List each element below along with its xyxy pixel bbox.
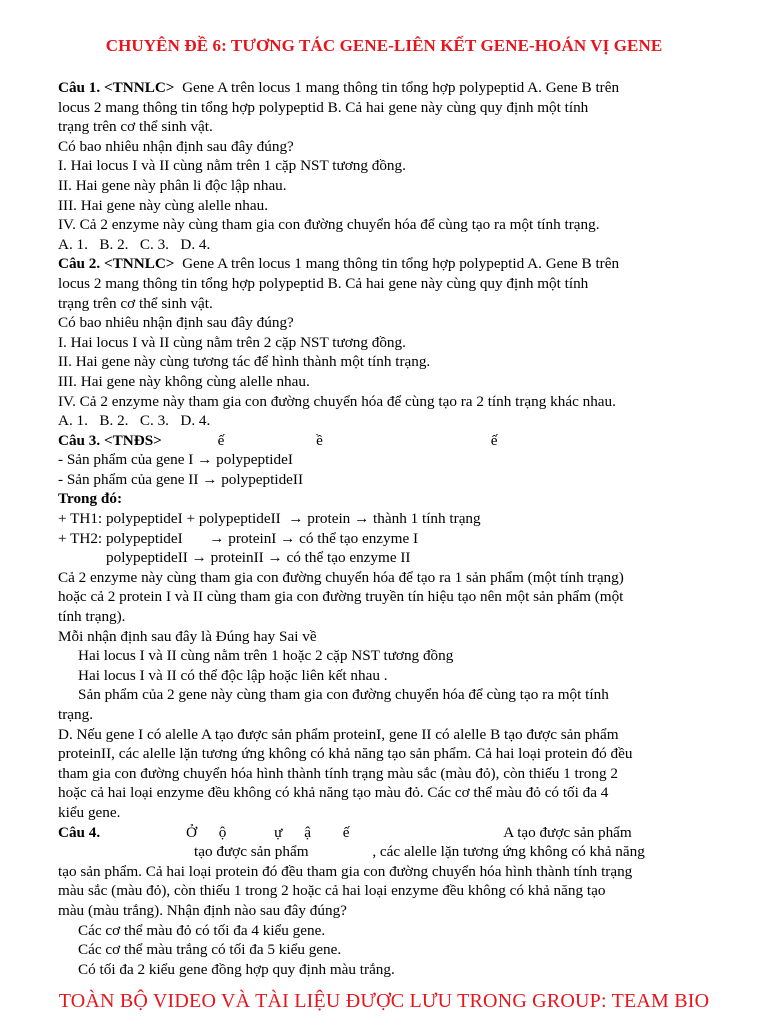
question-3-conclusion-2: hoặc cả 2 protein I và II cùng tham gia con đường truyền tín hiệu tạo nên một sản phẩm (một <box>58 588 624 606</box>
question-1-statement-2: II. Hai gene này phân li độc lập nhau. <box>58 176 287 194</box>
question-1-label: Câu 1. <TNNLC> <box>58 79 175 96</box>
question-2-line-1 <box>58 254 738 274</box>
question-2-statement-2: II. Hai gene này cùng tương tác để hình thành một tính trạng. <box>58 353 431 371</box>
question-3-statement-d-1: D. Nếu gene I có alelle A tạo được sản phẩm proteinI, gene II có alelle B tạo được sản phẩm <box>58 725 619 743</box>
question-1-prompt: Có bao nhiêu nhận định sau đây đúng? <box>58 137 294 155</box>
question-4-fragment-4: ậ <box>304 823 311 841</box>
question-2-text: Gene A trên locus 1 mang thông tin tổng hợp polypeptid A. Gene B trên <box>182 255 620 273</box>
question-4-fragment-5: ế <box>342 823 350 841</box>
question-4-line-2 <box>58 842 738 862</box>
question-2-prompt: Có bao nhiêu nhận định sau đây đúng? <box>58 314 294 332</box>
question-2-answers: A. 1. B. 2. C. 3. D. 4. <box>58 412 211 430</box>
question-1-line-2: locus 2 mang thông tin tổng hợp polypeptid B. Cả hai gene này cùng quy định một tính <box>58 98 589 116</box>
question-3-label: Câu 3. <TNĐS> <box>58 431 162 449</box>
question-3-case-2-cont: polypeptideII → proteinII → có thể tạo enzyme II <box>106 549 411 567</box>
question-2-label: Câu 2. <TNNLC> <box>58 255 175 273</box>
question-3-statement-b: Hai locus I và II có thể độc lập hoặc liên kết nhau . <box>78 666 388 684</box>
question-2-statement-1: I. Hai locus I và II cùng nằm trên 2 cặp NST tương đồng. <box>58 333 406 351</box>
question-1-text: Gene A trên locus 1 mang thông tin tổng hợp polypeptid A. Gene B trên <box>182 79 620 96</box>
question-2-line-3: trạng trên cơ thể sinh vật. <box>58 294 213 312</box>
question-3-fragment-3: ế <box>490 431 498 449</box>
question-1-line-3: trạng trên cơ thể sinh vật. <box>58 118 213 136</box>
question-4-option-2: Các cơ thể màu trắng có tối đa 5 kiểu gene. <box>78 941 342 959</box>
question-3-fragment-1: ế <box>217 431 225 449</box>
question-3-case-1: + TH1: polypeptideI + polypeptideII → protein → thành 1 tính trạng <box>58 510 481 528</box>
question-1-statement-4: IV. Cả 2 enzyme này cùng tham gia con đường chuyển hóa để cùng tạo ra một tính trạng. <box>58 216 600 234</box>
question-1-statement-1: I. Hai locus I và II cùng nằm trên 1 cặp NST tương đồng. <box>58 157 406 175</box>
question-3-fragment-2: ề <box>316 431 323 449</box>
question-3-conclusion-3: tính trạng). <box>58 608 126 626</box>
question-3-conclusion-1: Cả 2 enzyme này cùng tham gia con đường chuyển hóa để tạo ra 1 sản phẩm (một tính trạng) <box>58 568 624 586</box>
question-4-fragment-1: Ở <box>186 823 197 841</box>
document-body <box>58 78 738 979</box>
question-3-product-1: - Sản phẩm của gene I → polypeptideI <box>58 451 293 469</box>
question-4-option-3: Có tối đa 2 kiểu gene đồng hợp quy định màu trắng. <box>78 960 395 978</box>
question-3-statement-d-3: tham gia con đường chuyển hóa hình thành tính trạng màu sắc (màu đỏ), còn thiếu 1 trong 2 <box>58 764 618 782</box>
question-2-line-2: locus 2 mang thông tin tổng hợp polypeptid B. Cả hai gene này cùng quy định một tính <box>58 274 589 292</box>
question-1-answers: A. 1. B. 2. C. 3. D. 4. <box>58 235 211 253</box>
question-4-line-1 <box>58 823 738 843</box>
question-4-fragment-6: A tạo được sản phẩm <box>503 823 632 841</box>
question-3-product-2: - Sản phẩm của gene II → polypeptideII <box>58 470 304 488</box>
document-title: CHUYÊN ĐỀ 6: TƯƠNG TÁC GENE-LIÊN KẾT GENE-HOÁN VỊ GENE <box>105 36 663 55</box>
question-3-case-2: + TH2: polypeptideI → proteinI → có thể tạo enzyme I <box>58 529 419 547</box>
question-4-line-4: màu sắc (màu đỏ), còn thiếu 1 trong 2 hoặc cả hai loại enzyme đều không có khả năng tạo <box>58 882 606 900</box>
question-4-line-2-a: tạo được sản phẩm <box>194 843 309 861</box>
question-3-statement-d-4: hoặc cả hai loại enzyme đều không có khả năng tạo màu đỏ. Các cơ thể màu đỏ có tối đa 4 <box>58 784 609 802</box>
question-4-fragment-2: ộ <box>218 823 227 841</box>
question-4-fragment-3: ự <box>274 823 283 841</box>
question-1-statement-3: III. Hai gene này cùng alelle nhau. <box>58 196 268 214</box>
question-4-line-2-b: , các alelle lặn tương ứng không có khả năng <box>372 843 645 861</box>
question-2-statement-4: IV. Cả 2 enzyme này tham gia con đường chuyển hóa để cùng tạo ra 2 tính trạng khác nhau. <box>58 392 616 410</box>
question-4-label: Câu 4. <box>58 823 101 841</box>
question-4-line-3: tạo sản phẩm. Cả hai loại protein đó đều tham gia con đường chuyển hóa hình thành tính trạng <box>58 862 633 880</box>
question-3-statement-d-2: proteinII, các alelle lặn tương ứng không có khả năng tạo sản phẩm. Cả hai loại protein đó đều <box>58 745 633 763</box>
question-3-statement-c-cont: trạng. <box>58 706 94 723</box>
question-4-option-1: Các cơ thể màu đỏ có tối đa 4 kiểu gene. <box>78 921 326 939</box>
question-3-statement-d-5: kiểu gene. <box>58 803 121 821</box>
question-1-line-1 <box>58 78 738 98</box>
question-3-statement-a: Hai locus I và II cùng nằm trên 1 hoặc 2 cặp NST tương đồng <box>78 647 454 665</box>
footer-banner: TOÀN BỘ VIDEO VÀ TÀI LIỆU ĐƯỢC LƯU TRONG GROUP: TEAM BIO <box>58 990 710 1012</box>
question-3-where-heading: Trong đó: <box>58 490 122 508</box>
question-2-statement-3: III. Hai gene này không cùng alelle nhau. <box>58 372 310 390</box>
question-3-true-false-prompt: Mỗi nhận định sau đây là Đúng hay Sai về <box>58 627 317 645</box>
question-3-statement-c: Sản phẩm của 2 gene này cùng tham gia con đường chuyển hóa để cùng tạo ra một tính <box>78 686 609 704</box>
question-4-line-5: màu (màu trắng). Nhận định nào sau đây đúng? <box>58 901 347 919</box>
question-3-line-1 <box>58 431 738 451</box>
